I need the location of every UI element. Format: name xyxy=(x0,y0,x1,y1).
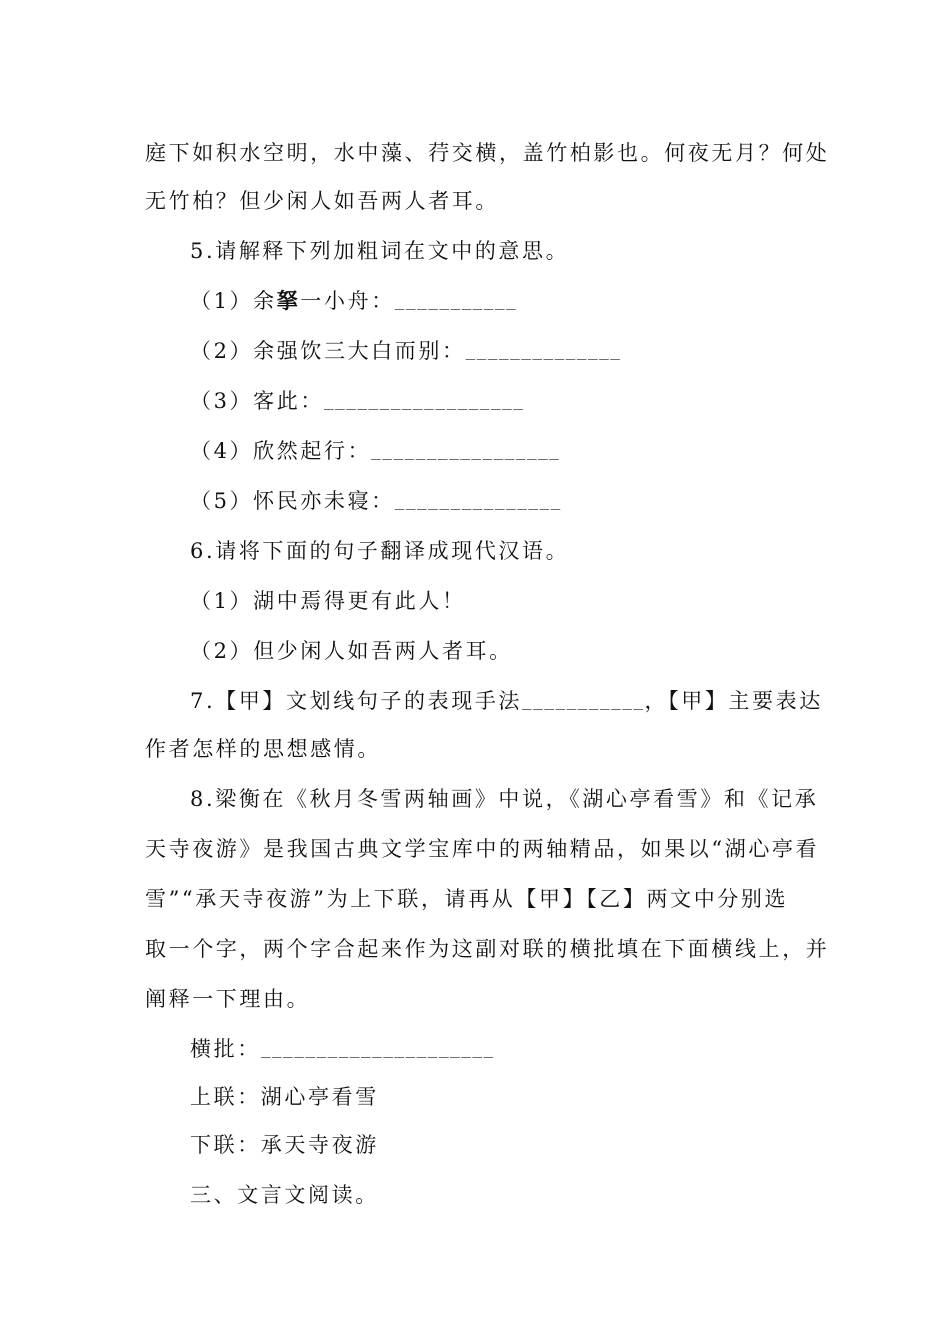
q7-pre-text: 7.【甲】文划线句子的表现手法 xyxy=(190,689,523,713)
q5-item-1 xyxy=(190,286,870,316)
q5-item-4-answer-blank[interactable]: _________________ xyxy=(371,441,561,460)
q5-item-2-answer-blank[interactable]: ______________ xyxy=(465,341,622,360)
q5-item-5-num: （5） xyxy=(190,489,254,513)
hengpi-label: 横批： xyxy=(190,1037,261,1061)
q7-answer-blank[interactable]: ___________ xyxy=(522,691,645,710)
q5-item-1-pre: 余 xyxy=(253,289,277,313)
q5-item-4 xyxy=(190,436,870,466)
q5-item-1-num: （1） xyxy=(190,289,254,313)
section-3-title: 三、文言文阅读。 xyxy=(190,1183,379,1207)
q5-item-4-pre: 欣然起行： xyxy=(253,439,372,463)
q5-item-3-num: （3） xyxy=(190,389,254,413)
xialian-line: 下联：承天寺夜游 xyxy=(190,1133,379,1157)
question-7-line-2: 作者怎样的思想感情。 xyxy=(145,737,381,761)
q5-item-1-answer-blank[interactable]: ___________ xyxy=(394,291,518,310)
question-5-stem: 5.请解释下列加粗词在文中的意思。 xyxy=(190,239,570,263)
q5-item-5-pre: 怀民亦未寝： xyxy=(253,489,395,513)
shanglian-line: 上联：湖心亭看雪 xyxy=(190,1085,379,1109)
q6-item-1: （1）湖中焉得更有此人！ xyxy=(190,589,466,613)
q6-item-2: （2）但少闲人如吾两人者耳。 xyxy=(190,639,513,663)
q5-item-2 xyxy=(190,336,870,366)
q5-item-1-bold-word: 拏 xyxy=(276,288,301,313)
question-8-line-2: 天寺夜游》是我国古典文学宝库中的两轴精品，如果以“湖心亭看 xyxy=(145,837,820,861)
hengpi-answer-blank[interactable]: _____________________ xyxy=(260,1039,495,1058)
question-8-line-1: 8.梁衡在《秋月冬雪两轴画》中说，《湖心亭看雪》和《记承 xyxy=(190,787,819,811)
question-8-line-4: 取一个字，两个字合起来作为这副对联的横批填在下面横线上，并 xyxy=(145,937,830,961)
q5-item-3-pre: 客此： xyxy=(253,389,324,413)
q5-item-2-num: （2） xyxy=(190,339,254,363)
hengpi-line xyxy=(190,1034,870,1064)
question-8-line-5: 阐释一下理由。 xyxy=(145,987,311,1011)
q5-item-1-post: 一小舟： xyxy=(300,289,395,313)
question-6-stem: 6.请将下面的句子翻译成现代汉语。 xyxy=(190,539,570,563)
q5-item-5-answer-blank[interactable]: _______________ xyxy=(394,491,562,510)
passage-line-2: 无竹柏？但少闲人如吾两人者耳。 xyxy=(145,189,499,213)
q7-post-text: ，【甲】主要表达 xyxy=(644,689,823,713)
question-7-line-1 xyxy=(190,686,870,716)
q5-item-3-answer-blank[interactable]: __________________ xyxy=(323,391,525,410)
q5-item-3 xyxy=(190,386,870,416)
q5-item-2-pre: 余强饮三大白而别： xyxy=(253,339,466,363)
q5-item-4-num: （4） xyxy=(190,439,254,463)
passage-line-1: 庭下如积水空明，水中藻、荇交横，盖竹柏影也。何夜无月？何处 xyxy=(145,141,830,165)
q5-item-5 xyxy=(190,486,870,516)
question-8-line-3: 雪”“承天寺夜游”为上下联，请再从【甲】【乙】两文中分别选 xyxy=(145,887,789,911)
